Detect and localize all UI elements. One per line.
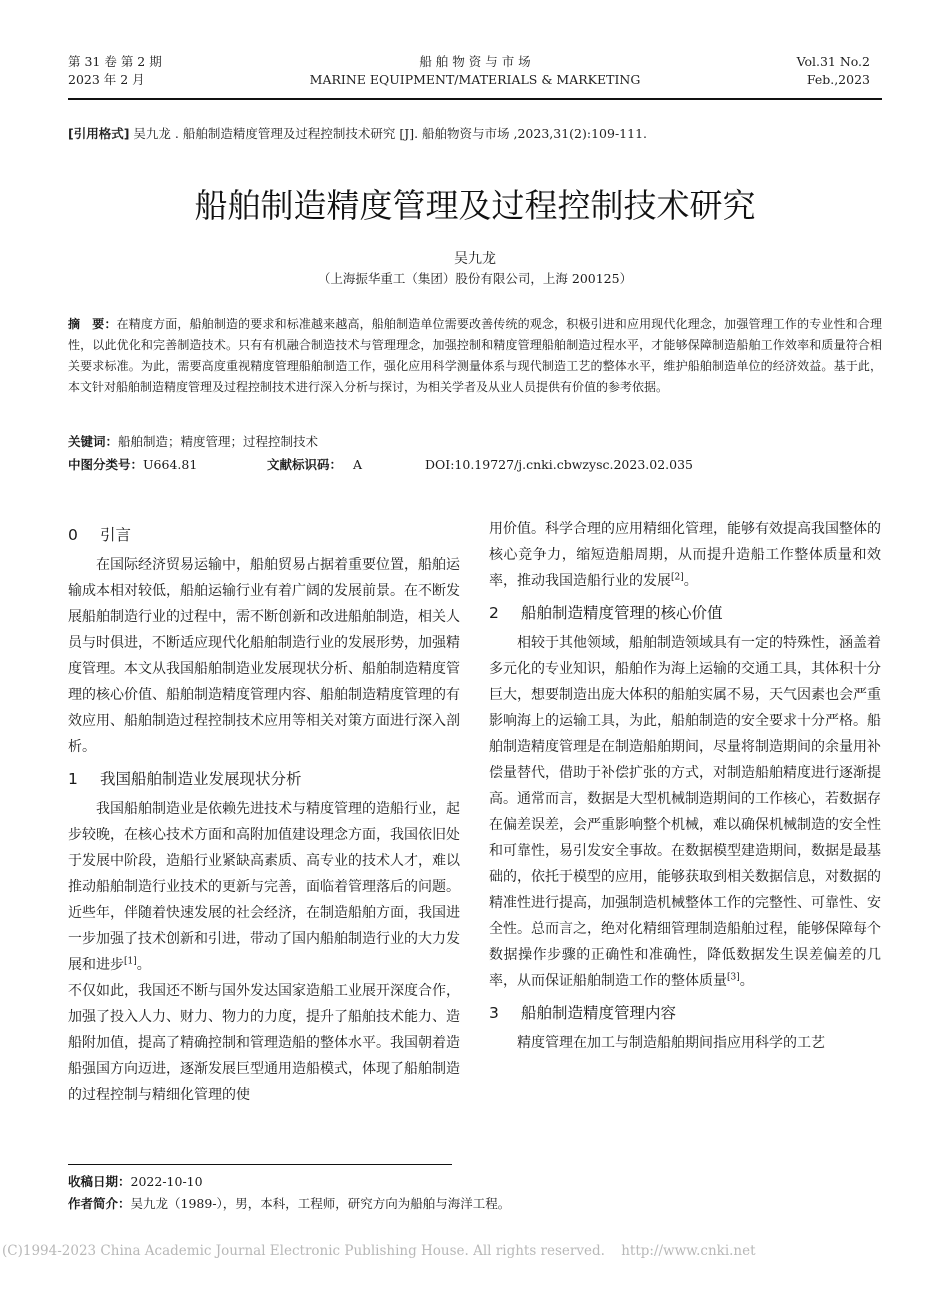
- paragraph: [489, 630, 881, 994]
- punctuation: 。: [683, 573, 698, 589]
- footnote-rule: [68, 1164, 452, 1165]
- abstract-label: 摘 要：: [68, 317, 117, 331]
- watermark-url: http://www.cnki.net: [621, 1243, 756, 1259]
- abstract: [68, 314, 882, 398]
- keywords-label: 关键词：: [68, 434, 119, 449]
- citation: [68, 124, 647, 142]
- section-title: 我国船舶制造业发展现状分析: [100, 770, 302, 788]
- section-title: 船舶制造精度管理内容: [521, 1004, 677, 1022]
- author-name: 吴九龙: [454, 251, 496, 267]
- bio-label: 作者简介：: [68, 1196, 131, 1211]
- doi: DOI:10.19727/j.cnki.cbwzysc.2023.02.035: [425, 457, 693, 472]
- footnote: [68, 1171, 510, 1215]
- paragraph: [68, 796, 460, 978]
- copyright-watermark: [2, 1243, 756, 1259]
- copyright-text: (C)1994-2023 China Academic Journal Electronic Publishing House. All rights reserved.: [2, 1243, 605, 1259]
- reference-mark: [3]: [727, 972, 740, 983]
- section-title: 船舶制造精度管理的核心价值: [521, 604, 723, 622]
- section-heading: [489, 1000, 881, 1026]
- issue-date: 2023 年 2 月: [68, 72, 145, 87]
- doc-code: A: [353, 457, 363, 472]
- citation-text: 吴九龙 . 船舶制造精度管理及过程控制技术研究 [J]. 船舶物资与市场 ,2023,31(2):109-111.: [133, 126, 647, 141]
- section-number: 0: [68, 526, 78, 544]
- classification: [68, 455, 882, 475]
- keywords: [68, 432, 318, 452]
- left-column: [68, 516, 460, 1108]
- punctuation: 。: [739, 973, 754, 989]
- paragraph-text: 用价值。科学合理的应用精细化管理，能够有效提高我国整体的核心竞争力，缩短造船周期，从而提升造船工作整体质量和效率，推动我国造船行业的发展: [489, 521, 881, 589]
- paragraph: [489, 516, 881, 594]
- section-number: 3: [489, 1004, 499, 1022]
- reference-mark: [1]: [124, 956, 137, 967]
- keywords-text: 船舶制造；精度管理；过程控制技术: [118, 434, 319, 449]
- header-rule: [68, 98, 882, 100]
- section-number: 2: [489, 604, 499, 622]
- journal-name-en: MARINE EQUIPMENT/MATERIALS & MARKETING: [309, 72, 641, 87]
- clc-label: 中图分类号：: [68, 457, 144, 472]
- affiliation: （上海振华重工（集团）股份有限公司，上海 200125）: [317, 271, 633, 286]
- issue-info-en: [797, 53, 870, 89]
- received-date: [68, 1171, 510, 1193]
- author-bio: [68, 1193, 510, 1215]
- doc-code-label: 文献标识码：: [267, 457, 343, 472]
- clc-code: U664.81: [143, 457, 198, 472]
- received-label: 收稿日期：: [68, 1174, 131, 1189]
- punctuation: 。: [136, 957, 151, 973]
- section-title: 引言: [100, 526, 132, 544]
- paragraph: 不仅如此，我国还不断与国外发达国家造船工业展开深度合作，加强了投入人力、财力、物力的力度，提升了船舶技术能力、造船附加值，提高了精确控制和管理造船的整体水平。我国朝着造船强国方向迈进，逐渐发展巨型通用造船模式，体现了船舶制造的过程控制与精细化管理的使: [68, 983, 460, 1103]
- paragraph-text: 我国船舶制造业是依赖先进技术与精度管理的造船行业，起步较晚，在核心技术方面和高附加值建设理念方面，我国依旧处于发展中阶段，造船行业紧缺高素质、高专业的技术人才，难以推动船舶制造行业技术的更新与完善，面临着管理落后的问题。近些年，伴随着快速发展的社会经济，在制造船舶方面，我国进一步加强了技术创新和引进，带动了国内船舶制造行业的大力发展和进步: [68, 801, 460, 973]
- paragraph: 精度管理在加工与制造船舶期间指应用科学的工艺: [517, 1035, 825, 1051]
- section-heading: [68, 766, 460, 792]
- paper-title: 船舶制造精度管理及过程控制技术研究: [194, 186, 756, 225]
- issue-date-en: Feb.,2023: [806, 72, 870, 87]
- citation-label: [引用格式]: [68, 126, 130, 141]
- paragraph: 在国际经济贸易运输中，船舶贸易占据着重要位置，船舶运输成本相对较低，船舶运输行业有着广阔的发展前景。在不断发展船舶制造行业的过程中，需不断创新和改进船舶制造，相关人员与时俱进，不断适应现代化船舶制造行业的发展形势，加强精度管理。本文从我国船舶制造业发展现状分析、船舶制造精度管理的核心价值、船舶制造精度管理内容、船舶制造精度管理的有效应用、船舶制造过程控制技术应用等相关对策方面进行深入剖析。: [68, 557, 460, 755]
- section-heading: [489, 600, 881, 626]
- received-value: 2022-10-10: [130, 1174, 203, 1189]
- volume-issue-en: Vol.31 No.2: [796, 54, 870, 69]
- volume-issue: 第 31 卷 第 2 期: [68, 54, 162, 69]
- section-number: 1: [68, 770, 78, 788]
- bio-text: 吴九龙（1989-），男，本科，工程师，研究方向为船舶与海洋工程。: [130, 1196, 511, 1211]
- reference-mark: [2]: [671, 572, 684, 583]
- paragraph-text: 相较于其他领域，船舶制造领域具有一定的特殊性，涵盖着多元化的专业知识，船舶作为海上运输的交通工具，其体积十分巨大，想要制造出庞大体积的船舶实属不易，天气因素也会严重影响海上的运输工具，为此，船舶制造的安全要求十分严格。船舶制造精度管理是在制造船舶期间，尽量将制造期间的余量用补偿量替代，借助于补偿扩张的方式，对制造船舶精度进行逐渐提高。通常而言，数据是大型机械制造期间的工作核心，若数据存在偏差误差，会严重影响整个机械，难以确保机械制造的安全性和可靠性，易引发安全事故。在数据模型建造期间，数据是最基础的，依托于模型的应用，能够获取到相关数据信息，对数据的精准性进行提高，加强制造机械整体工作的完整性、可靠性、安全性。总而言之，绝对化精细管理制造船舶过程，能够保障每个数据操作步骤的正确性和准确性，降低数据发生误差偏差的几率，从而保证船舶制造工作的整体质量: [489, 635, 881, 989]
- abstract-text: 在精度方面，船舶制造的要求和标准越来越高，船舶制造单位需要改善传统的观念，积极引进和应用现代化理念，加强管理工作的专业性和合理性，以此优化和完善制造技术。只有有机融合制造技术与管理理念，加强控制和精度管理船舶制造过程水平，才能够保障制造船舶工作效率和质量符合相关要求标准。为此，需要高度重视精度管理船舶制造工作，强化应用科学测量体系与现代制造工艺的整体水平，维护船舶制造单位的经济效益。基于此，本文针对船舶制造精度管理及过程控制技术进行深入分析与探讨，为相关学者及从业人员提供有价值的参考依据。: [68, 317, 882, 394]
- right-column: [489, 516, 881, 1056]
- journal-name-cn: 船 舶 物 资 与 市 场: [419, 54, 531, 69]
- section-heading: [68, 522, 460, 548]
